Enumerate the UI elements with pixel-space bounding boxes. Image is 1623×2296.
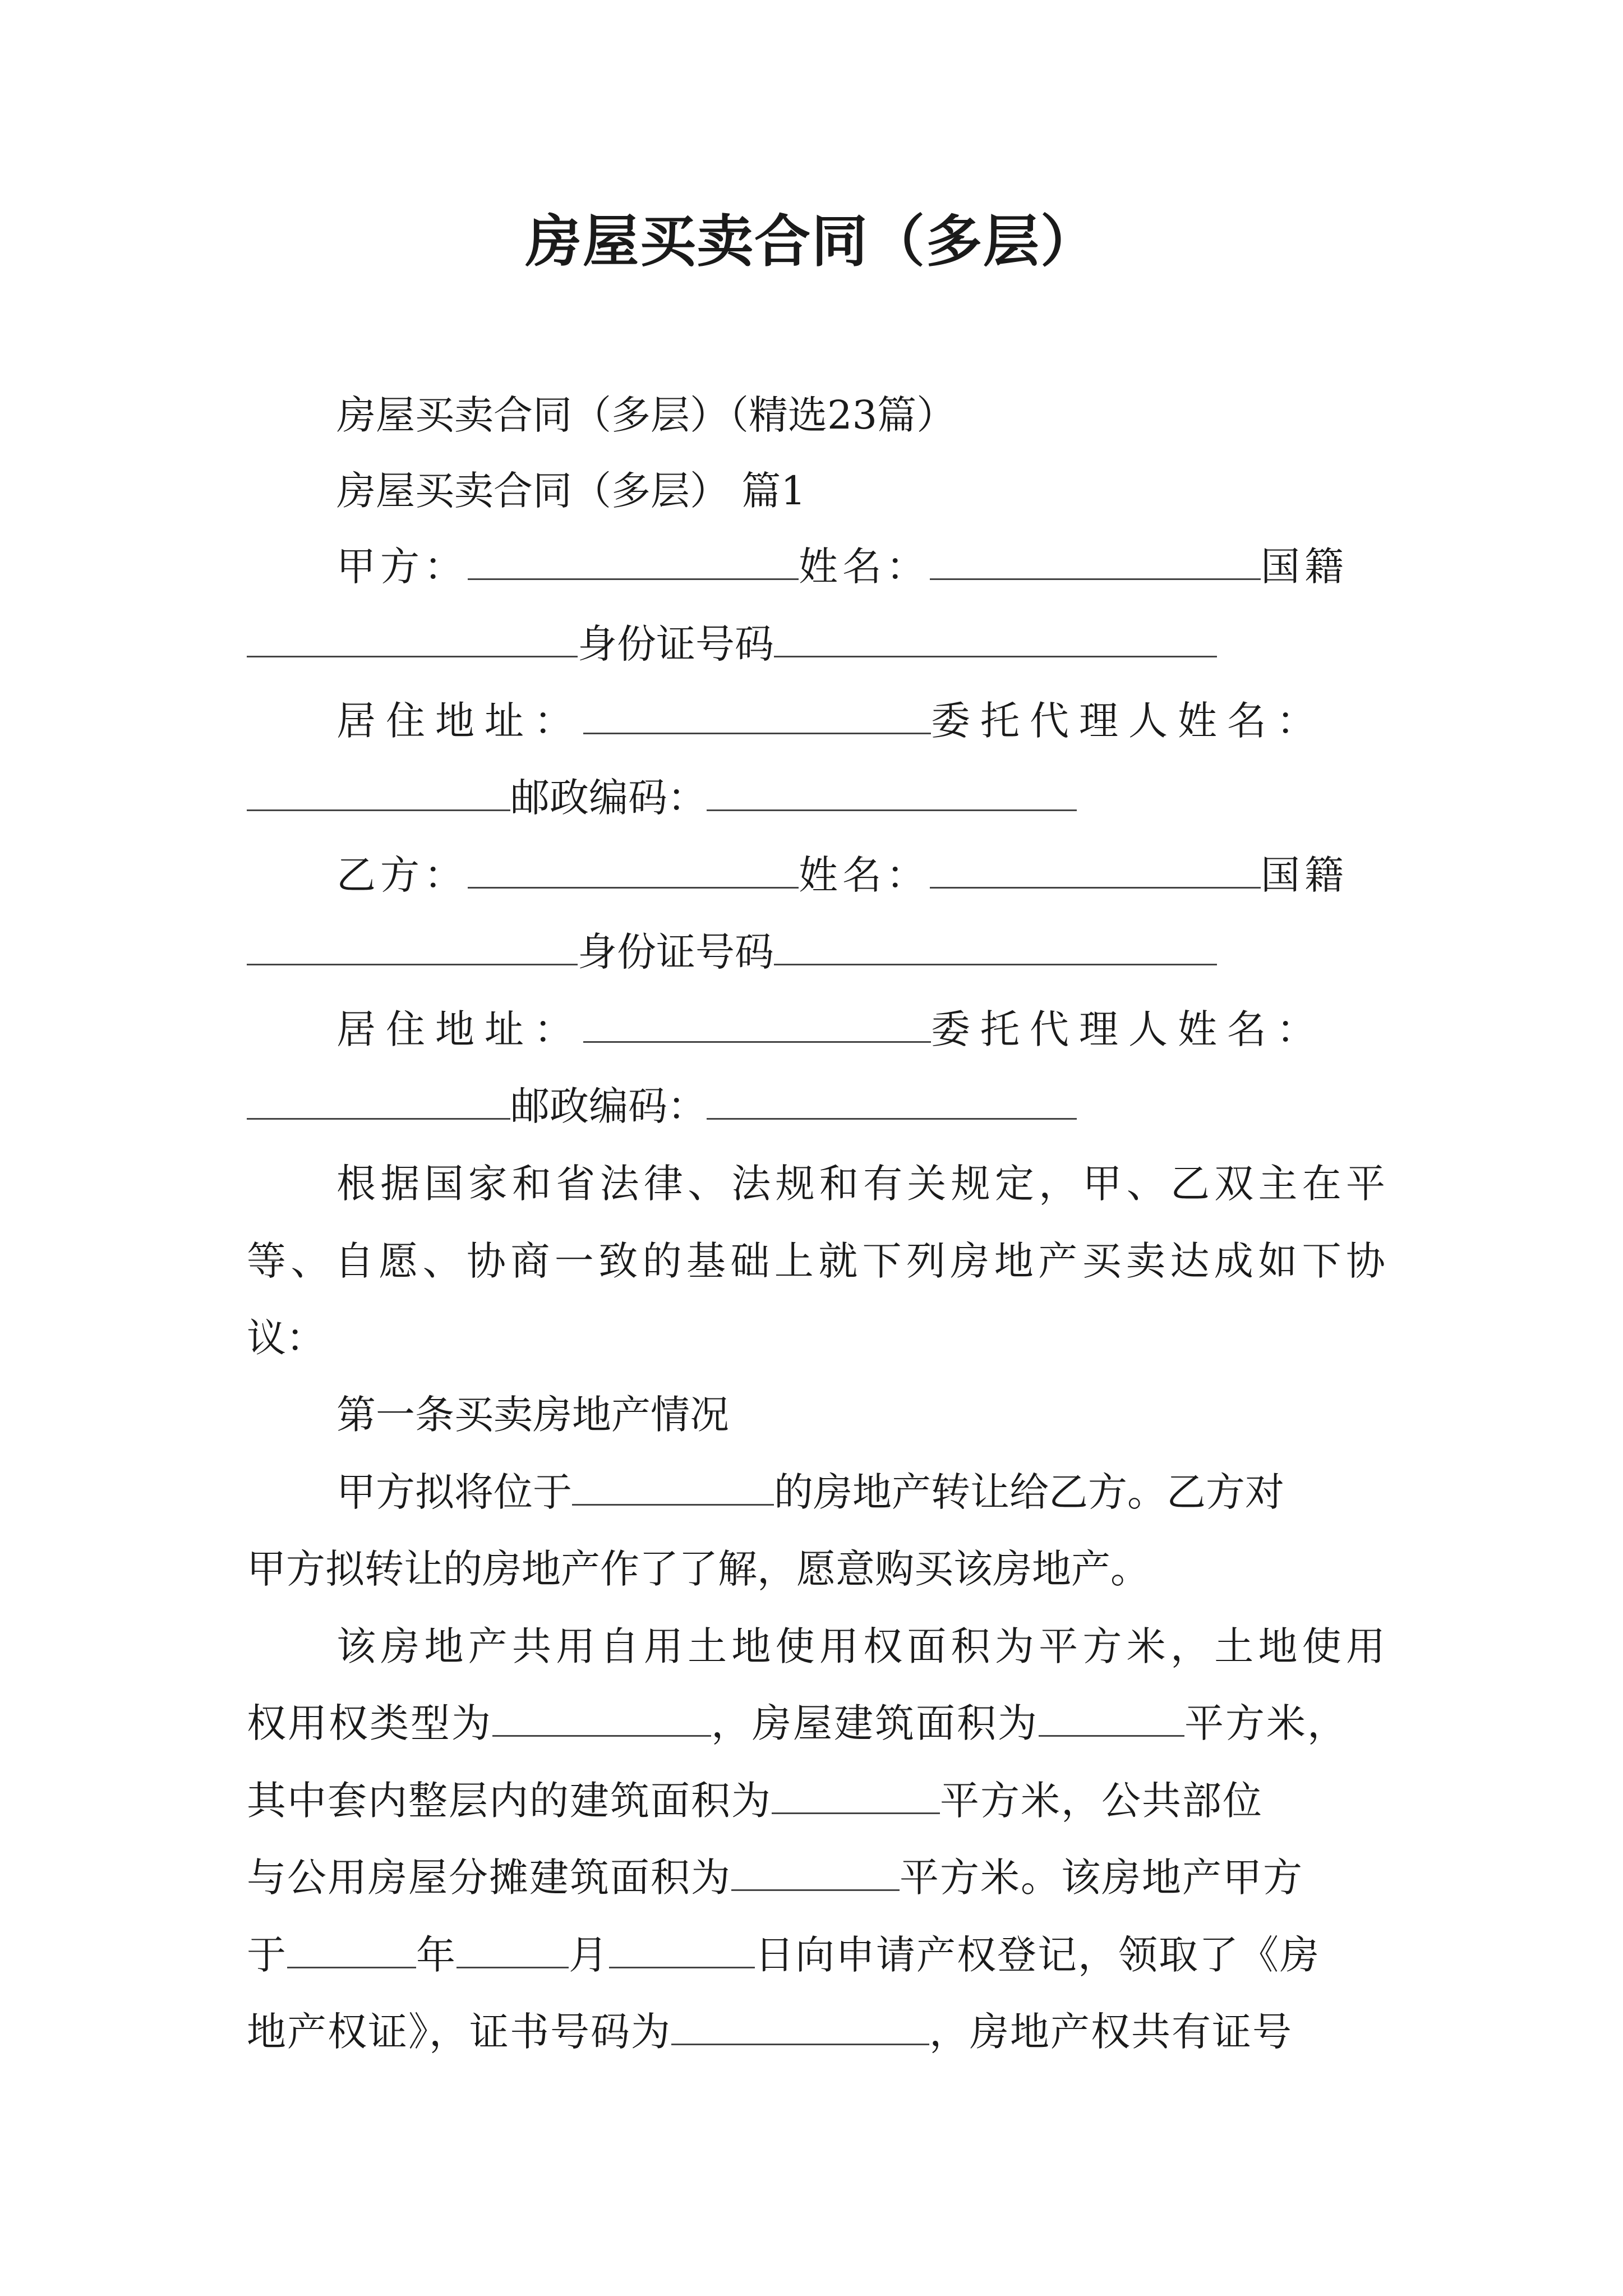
p1-text-b: 的房地产转让给乙方。乙方对 bbox=[774, 1469, 1284, 1515]
party-b-agent-label: 委托代理人姓名： bbox=[931, 1006, 1326, 1052]
certificate-number-blank[interactable] bbox=[671, 2007, 929, 2045]
party-a-line-3 bbox=[336, 693, 1385, 749]
p1-line-1 bbox=[336, 1464, 1385, 1520]
p2-text-l5a: 于 bbox=[247, 1932, 287, 1978]
p2-line-5 bbox=[247, 1927, 1385, 1983]
party-b-line-2 bbox=[247, 924, 1385, 980]
party-b-address-blank[interactable] bbox=[583, 1004, 931, 1043]
subtitle: 房屋买卖合同（多层）（精选23篇） bbox=[336, 392, 956, 438]
party-a-name-label: 姓名： bbox=[799, 544, 930, 590]
party-a-line-1 bbox=[336, 539, 1385, 595]
preamble-line-2: 等、自愿、协商一致的基础上就下列房地产买卖达成如下协 bbox=[247, 1238, 1385, 1284]
preamble-line-1: 根据国家和省法律、法规和有关规定，甲、乙双主在平 bbox=[336, 1161, 1385, 1207]
shared-area-blank[interactable] bbox=[731, 1852, 900, 1891]
party-a-postcode-blank[interactable] bbox=[707, 772, 1077, 811]
party-b-nationality-label: 国籍 bbox=[1261, 852, 1348, 898]
building-area-blank[interactable] bbox=[1039, 1698, 1184, 1737]
p2-text-l5c: 月 bbox=[569, 1932, 609, 1978]
party-b-postcode-blank[interactable] bbox=[707, 1081, 1077, 1120]
party-b-line-1 bbox=[336, 847, 1385, 903]
party-a-address-blank[interactable] bbox=[583, 696, 931, 734]
inner-area-blank[interactable] bbox=[772, 1775, 940, 1814]
p2-text-l4b: 平方米。该房地产甲方 bbox=[900, 1855, 1303, 1901]
p2-line-1: 该房地产共用自用土地使用权面积为平方米，土地使用 bbox=[336, 1623, 1385, 1669]
party-b-label: 乙方： bbox=[336, 852, 468, 898]
party-a-nationality-label: 国籍 bbox=[1261, 544, 1348, 590]
party-a-label: 甲方： bbox=[336, 544, 468, 590]
p1-line-2: 甲方拟转让的房地产作了了解，愿意购买该房地产。 bbox=[247, 1546, 1150, 1592]
p2-text-l6a: 地产权证》，证书号码为 bbox=[247, 2009, 671, 2055]
party-b-id-label: 身份证号码 bbox=[578, 929, 774, 975]
year-blank[interactable] bbox=[287, 1930, 416, 1968]
party-a-postcode-label: 邮政编码： bbox=[510, 775, 707, 821]
party-a-id-label: 身份证号码 bbox=[578, 621, 774, 667]
party-a-line-2 bbox=[247, 616, 1385, 672]
party-a-id-blank[interactable] bbox=[774, 619, 1217, 657]
p2-text-l2b: ，房屋建筑面积为 bbox=[711, 1700, 1039, 1746]
p2-line-3 bbox=[247, 1773, 1385, 1829]
p2-text-l3a: 其中套内整层内的建筑面积为 bbox=[247, 1778, 772, 1824]
party-b-address-label: 居住地址： bbox=[336, 1006, 583, 1052]
party-a-agent-label: 委托代理人姓名： bbox=[931, 698, 1326, 744]
party-a-line-4 bbox=[247, 770, 1385, 826]
party-b-blank[interactable] bbox=[468, 850, 799, 889]
p1-text-a: 甲方拟将位于 bbox=[336, 1469, 572, 1515]
p2-line-2 bbox=[247, 1695, 1385, 1751]
p2-text-l6b: ，房地产权共有证号 bbox=[929, 2009, 1293, 2055]
day-blank[interactable] bbox=[609, 1930, 755, 1968]
party-b-postcode-label: 邮政编码： bbox=[510, 1083, 707, 1129]
party-b-id-blank[interactable] bbox=[774, 927, 1217, 965]
party-b-agent-blank[interactable] bbox=[247, 1081, 510, 1120]
party-a-address-label: 居住地址： bbox=[336, 698, 583, 744]
land-use-type-blank[interactable] bbox=[492, 1698, 711, 1737]
preamble-line-3: 议： bbox=[247, 1315, 325, 1361]
p2-line-4 bbox=[247, 1849, 1385, 1906]
party-b-name-blank[interactable] bbox=[930, 850, 1261, 889]
party-a-agent-blank[interactable] bbox=[247, 772, 510, 811]
p2-text-l2a: 权用权类型为 bbox=[247, 1700, 492, 1746]
article-1-heading: 第一条买卖房地产情况 bbox=[336, 1392, 729, 1438]
p1-location-blank[interactable] bbox=[572, 1467, 774, 1506]
party-a-blank[interactable] bbox=[468, 541, 799, 580]
party-b-nationality-blank[interactable] bbox=[247, 927, 578, 965]
party-b-name-label: 姓名： bbox=[799, 852, 930, 898]
p2-text-l5d: 日向申请产权登记，领取了《房 bbox=[755, 1932, 1320, 1978]
p2-text-l2c: 平方米， bbox=[1184, 1700, 1348, 1746]
p2-text-l5b: 年 bbox=[416, 1932, 457, 1978]
document-title: 房屋买卖合同（多层） bbox=[525, 208, 1098, 274]
month-blank[interactable] bbox=[457, 1930, 569, 1968]
party-a-nationality-blank[interactable] bbox=[247, 619, 578, 657]
party-b-line-4 bbox=[247, 1078, 1385, 1134]
party-a-name-blank[interactable] bbox=[930, 541, 1261, 580]
p2-text-l3b: 平方米，公共部位 bbox=[940, 1778, 1263, 1824]
party-b-line-3 bbox=[336, 1001, 1385, 1057]
section-heading: 房屋买卖合同（多层） 篇1 bbox=[336, 468, 806, 514]
p2-line-6 bbox=[247, 2004, 1385, 2060]
p2-text-l4a: 与公用房屋分摊建筑面积为 bbox=[247, 1855, 731, 1901]
